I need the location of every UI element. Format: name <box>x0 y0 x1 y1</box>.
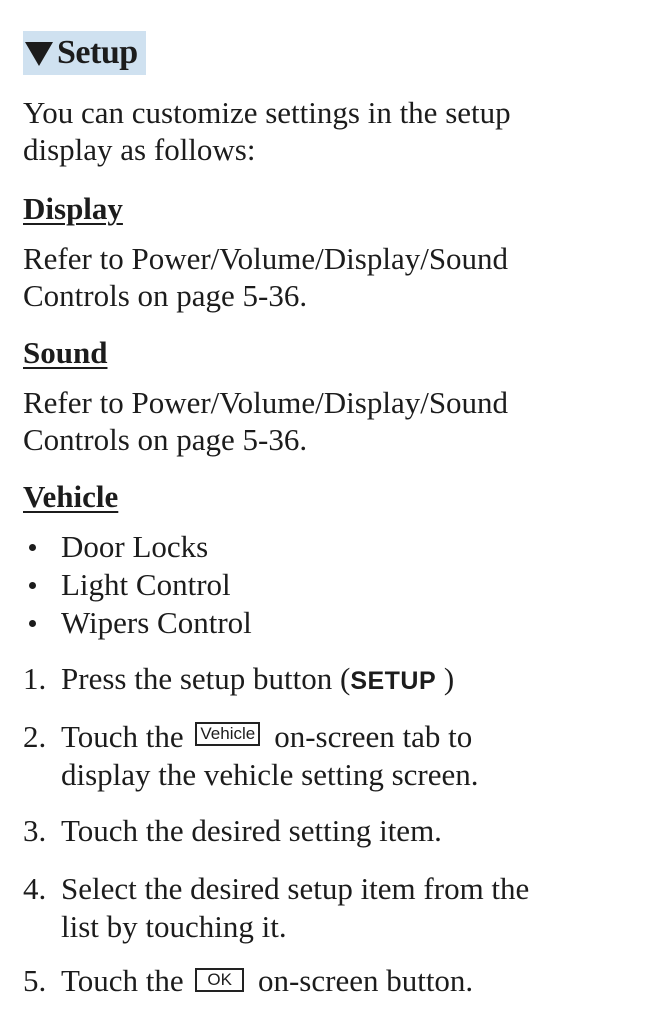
list-item-text: Light Control <box>61 567 231 602</box>
sound-subheading: Sound <box>23 335 108 370</box>
step-text: display the vehicle setting screen. <box>61 757 479 792</box>
step-body <box>61 660 643 700</box>
step-text: on-screen tab to <box>274 719 473 754</box>
bullet-icon <box>29 582 36 589</box>
step-number: 5. <box>23 963 47 998</box>
step-3 <box>23 812 643 850</box>
display-line: Refer to Power/Volume/Display/Sound <box>23 241 509 276</box>
section-heading-text: Setup <box>57 34 138 71</box>
ok-button-graphic: OK <box>195 968 244 992</box>
step-text: Touch the <box>61 719 184 754</box>
list-item-text: Door Locks <box>61 529 209 564</box>
intro-line: You can customize settings in the setup <box>23 95 511 130</box>
sound-line: Controls on page 5-36. <box>23 422 308 457</box>
sound-paragraph <box>23 384 643 458</box>
vehicle-tab-graphic: Vehicle <box>195 722 260 746</box>
bullet-icon <box>29 620 36 627</box>
step-text: Touch the desired setting item. <box>61 813 442 848</box>
display-subheading: Display <box>23 191 123 226</box>
step-body <box>61 812 643 850</box>
step-4 <box>23 870 643 946</box>
step-text: Touch the <box>61 963 184 998</box>
step-1 <box>23 660 643 700</box>
step-text: list by touching it. <box>61 909 287 944</box>
step-body <box>61 962 643 1000</box>
vehicle-subheading: Vehicle <box>23 479 119 514</box>
list-item <box>23 528 252 566</box>
vehicle-bullet-list <box>23 528 252 642</box>
step-text: on-screen button. <box>257 963 474 998</box>
display-line: Controls on page 5-36. <box>23 278 308 313</box>
step-text: ) <box>436 661 455 696</box>
intro-paragraph <box>23 94 643 168</box>
step-number: 3. <box>23 813 47 848</box>
step-text: Press the setup button ( <box>61 661 351 696</box>
step-text: Select the desired setup item from the <box>61 871 530 906</box>
list-item <box>23 566 252 604</box>
step-body <box>61 718 643 794</box>
step-number: 2. <box>23 719 47 754</box>
intro-line: display as follows: <box>23 132 256 167</box>
sound-line: Refer to Power/Volume/Display/Sound <box>23 385 509 420</box>
step-number: 4. <box>23 871 47 906</box>
step-number: 1. <box>23 661 47 696</box>
step-2 <box>23 718 643 794</box>
section-heading <box>23 31 146 75</box>
list-item-text: Wipers Control <box>61 605 252 640</box>
bullet-icon <box>29 544 36 551</box>
list-item <box>23 604 252 642</box>
step-body <box>61 870 643 946</box>
step-5 <box>23 962 643 1000</box>
setup-key-label: SETUP <box>350 667 437 695</box>
triangle-down-icon <box>25 42 53 66</box>
display-paragraph <box>23 240 643 314</box>
